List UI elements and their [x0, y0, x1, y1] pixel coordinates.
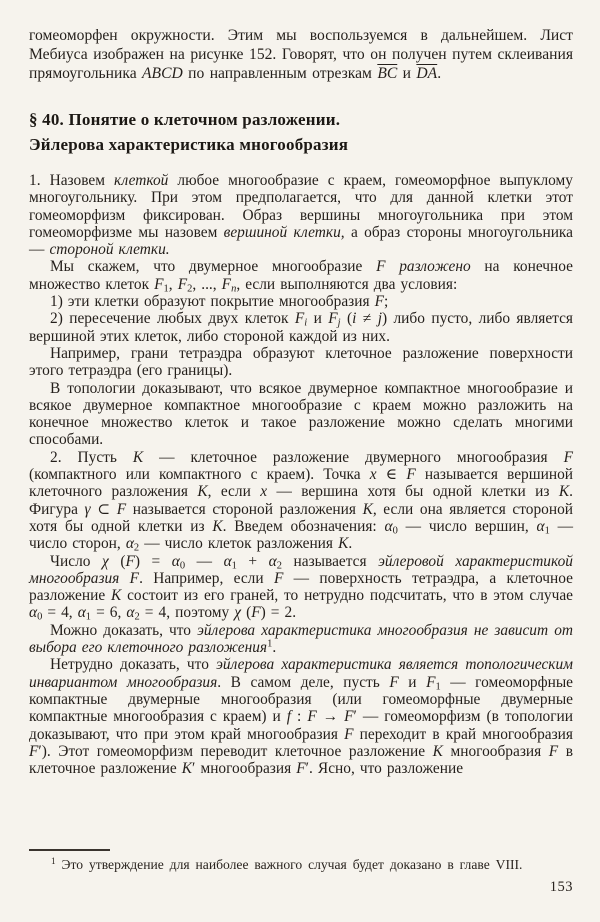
section-heading-line2: Эйлерова характеристика многообразия: [29, 134, 349, 154]
page-content: [29, 26, 573, 777]
intro-block: [29, 26, 573, 83]
body-text: [29, 172, 573, 777]
paragraph-2: Мы скажем, что двумерное многообразие F разложено на конечное множество клеток $F_1$, $F_2$, ..., $F_n$, если выполняются два условия:: [29, 258, 573, 295]
intro-paragraph: гомеоморфен окружности. Этим мы воспользуемся в дальнейшем. Лист Мебиуса изображен на рисунке 152. Говорят, что он получен путем склеивания прямоугольника ABCD по направленным отрезкам $\overline{BC}$ и $\overline{DA}$.: [29, 27, 573, 82]
section-heading: [29, 108, 573, 157]
paragraph-8: Нетрудно доказать, что эйлерова характеристика является топологическим инвариантом многообразия. В самом деле, пусть F и $F_1$ — гомеоморфные компактные двумерные многообразия (или гомеоморфные двумерные компактные многообразия с краем) и f : F → F′ — гомеоморфизм (в топологии доказывают, что при этом край многообразия F переходит в край многообразия F′). Этот гомеоморфизм переводит клеточное разложение K многообразия F в клеточное разложение K′ многообразия F′. Ясно, что разложение: [29, 656, 573, 778]
paragraph-4: В топологии доказывают, что всякое двумерное компактное многообразие и всякое двумерное компактное многообразие с краем можно разложить на конечное множество клеток и такое разложение можно сделать многими способами.: [29, 379, 573, 449]
footnote-text: $^1$ Это утверждение для наиболее важного случая будет доказано в главе VIII.: [51, 855, 523, 872]
paragraph-7: Можно доказать, что эйлерова характеристика многообразия не зависит от выбора его клеточного разложения$^1$.: [29, 621, 573, 657]
section-heading-line1: § 40. Понятие о клеточном разложении.: [29, 110, 341, 129]
page-number: 153: [549, 879, 573, 895]
list-item-2: 2) пересечение любых двух клеток $F_i$ и $F_j$ (i ≠ j) либо пусто, либо является вершиной этих клеток, либо стороной каждой из них.: [29, 310, 573, 345]
paragraph-5: 2. Пусть K — клеточное разложение двумерного многообразия F (компактного или компактного с краем). Точка x ∈ F называется вершиной клеточного разложения K, если x — вершина хотя бы одной клетки из K. Фигура γ ⊂ F называется стороной разложения K, если она является стороной хотя бы одной клетки из K. Введем обозначения: $\alpha_0$ — число вершин, $\alpha_1$ — число сторон, $\alpha_2$ — число клеток разложения K.: [29, 448, 574, 554]
footnote-divider: [29, 849, 110, 851]
paragraph-1: 1. Назовем клеткой любое многообразие с краем, гомеоморфное выпуклому многоугольнику. При этом предполагается, что для данной клетки этот гомеоморфизм фиксирован. Образ вершины многоугольника при этом гомеоморфизме мы назовем вершиной клетки, а образ стороны многоугольника — стороной клетки.: [29, 172, 574, 259]
paragraph-3: Например, грани тетраэдра образуют клеточное разложение поверхности этого тетраэдра (его границы).: [29, 344, 573, 380]
list-item-1: 1) эти клетки образуют покрытие многообразия F;: [50, 293, 389, 311]
paragraph-6: Число χ $(F) = \alpha_0$ — $\alpha_1 + \alpha_2$ называется эйлеровой характеристикой многообразия F. Например, если F — поверхность тетраэдра, а клеточное разложение K состоит из его граней, то нетрудно подсчитать, что в этом случае $\alpha_0 = 4$, $\alpha_1 = 6$, $\alpha_2 = 4$, поэтому χ (F) = 2.: [29, 552, 574, 623]
